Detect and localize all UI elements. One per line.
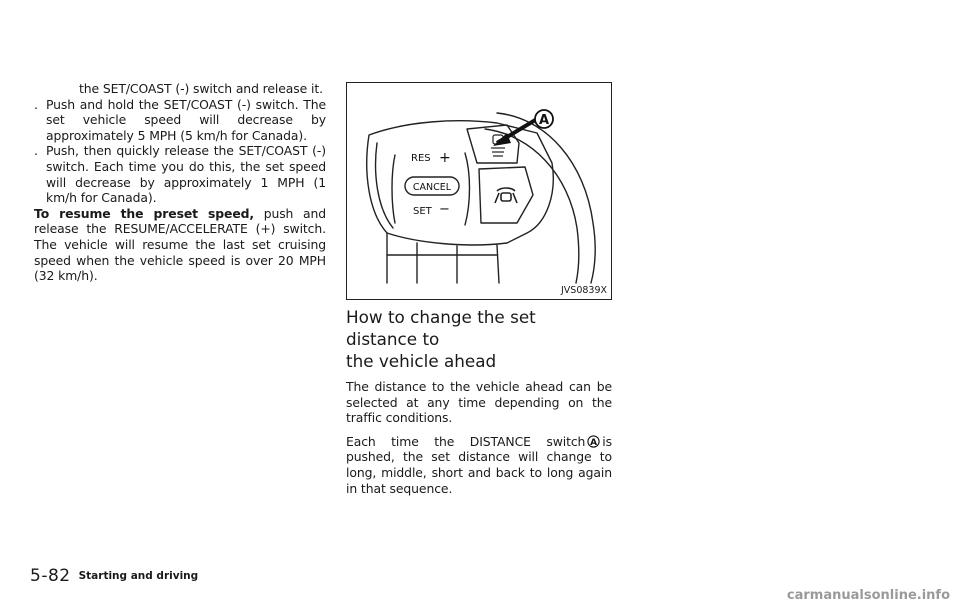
svg-text:A: A (590, 437, 598, 448)
lane-button (479, 167, 533, 223)
callout-letter: A (538, 113, 550, 128)
set-label: SET (413, 206, 432, 217)
section-title: Starting and driving (78, 570, 199, 582)
resume-bold-lead: To resume the preset speed, (34, 205, 255, 221)
heading-line-2: the vehicle ahead (346, 351, 497, 371)
lane-assist-icon (495, 188, 517, 203)
bullet-item-hold (34, 97, 326, 144)
distance-intro-paragraph: The distance to the vehicle ahead can be selected at any time depending on the traffic conditions. (346, 379, 612, 426)
para2-before: Each time the DISTANCE switch (346, 433, 586, 449)
resume-text: push and release the RESUME/ACCELERATE (+) switch. The vehicle will resume the last set cruising speed when the vehicle speed is over 20 MPH (32 km/h). (34, 205, 326, 284)
page-number: 5-82 (30, 566, 71, 586)
page-footer (30, 566, 198, 586)
bullet-text: Push and hold the SET/COAST (-) switch. The set vehicle speed will decrease by approximately 5 MPH (5 km/h for Canada). (46, 96, 326, 143)
resume-paragraph (34, 206, 326, 284)
figure-code: JVS0839X (560, 285, 607, 296)
bullet-text: Push, then quickly release the SET/COAST (-) switch. Each time you do this, the set speed will decrease by approximately 1 MPH (1 km/h for Canada). (46, 143, 326, 206)
section-heading (346, 306, 612, 372)
steering-switch-figure (346, 82, 612, 300)
bullet-marker: . (34, 143, 38, 159)
distance-switch-paragraph (346, 434, 612, 496)
callout-a-inline-icon (587, 435, 600, 448)
res-label: RES (411, 153, 431, 164)
para2-after: is pushed, the set distance will change to long, middle, short and back to long again in that sequence. (346, 433, 612, 496)
cancel-label: CANCEL (412, 182, 452, 193)
watermark: carmanualsonline.info (786, 588, 950, 603)
heading-line-1: How to change the set distance to (346, 307, 536, 349)
minus-label: − (439, 202, 450, 217)
plus-label: + (439, 150, 451, 166)
steering-wheel-illustration (347, 83, 611, 299)
bullet-marker: . (34, 96, 38, 112)
switch-panel-outline (367, 121, 554, 245)
continuation-text: the SET/COAST (-) switch and release it. (79, 81, 323, 96)
left-text-column (34, 81, 326, 284)
right-text-column (346, 306, 612, 504)
bullet-item-quick (34, 143, 326, 205)
